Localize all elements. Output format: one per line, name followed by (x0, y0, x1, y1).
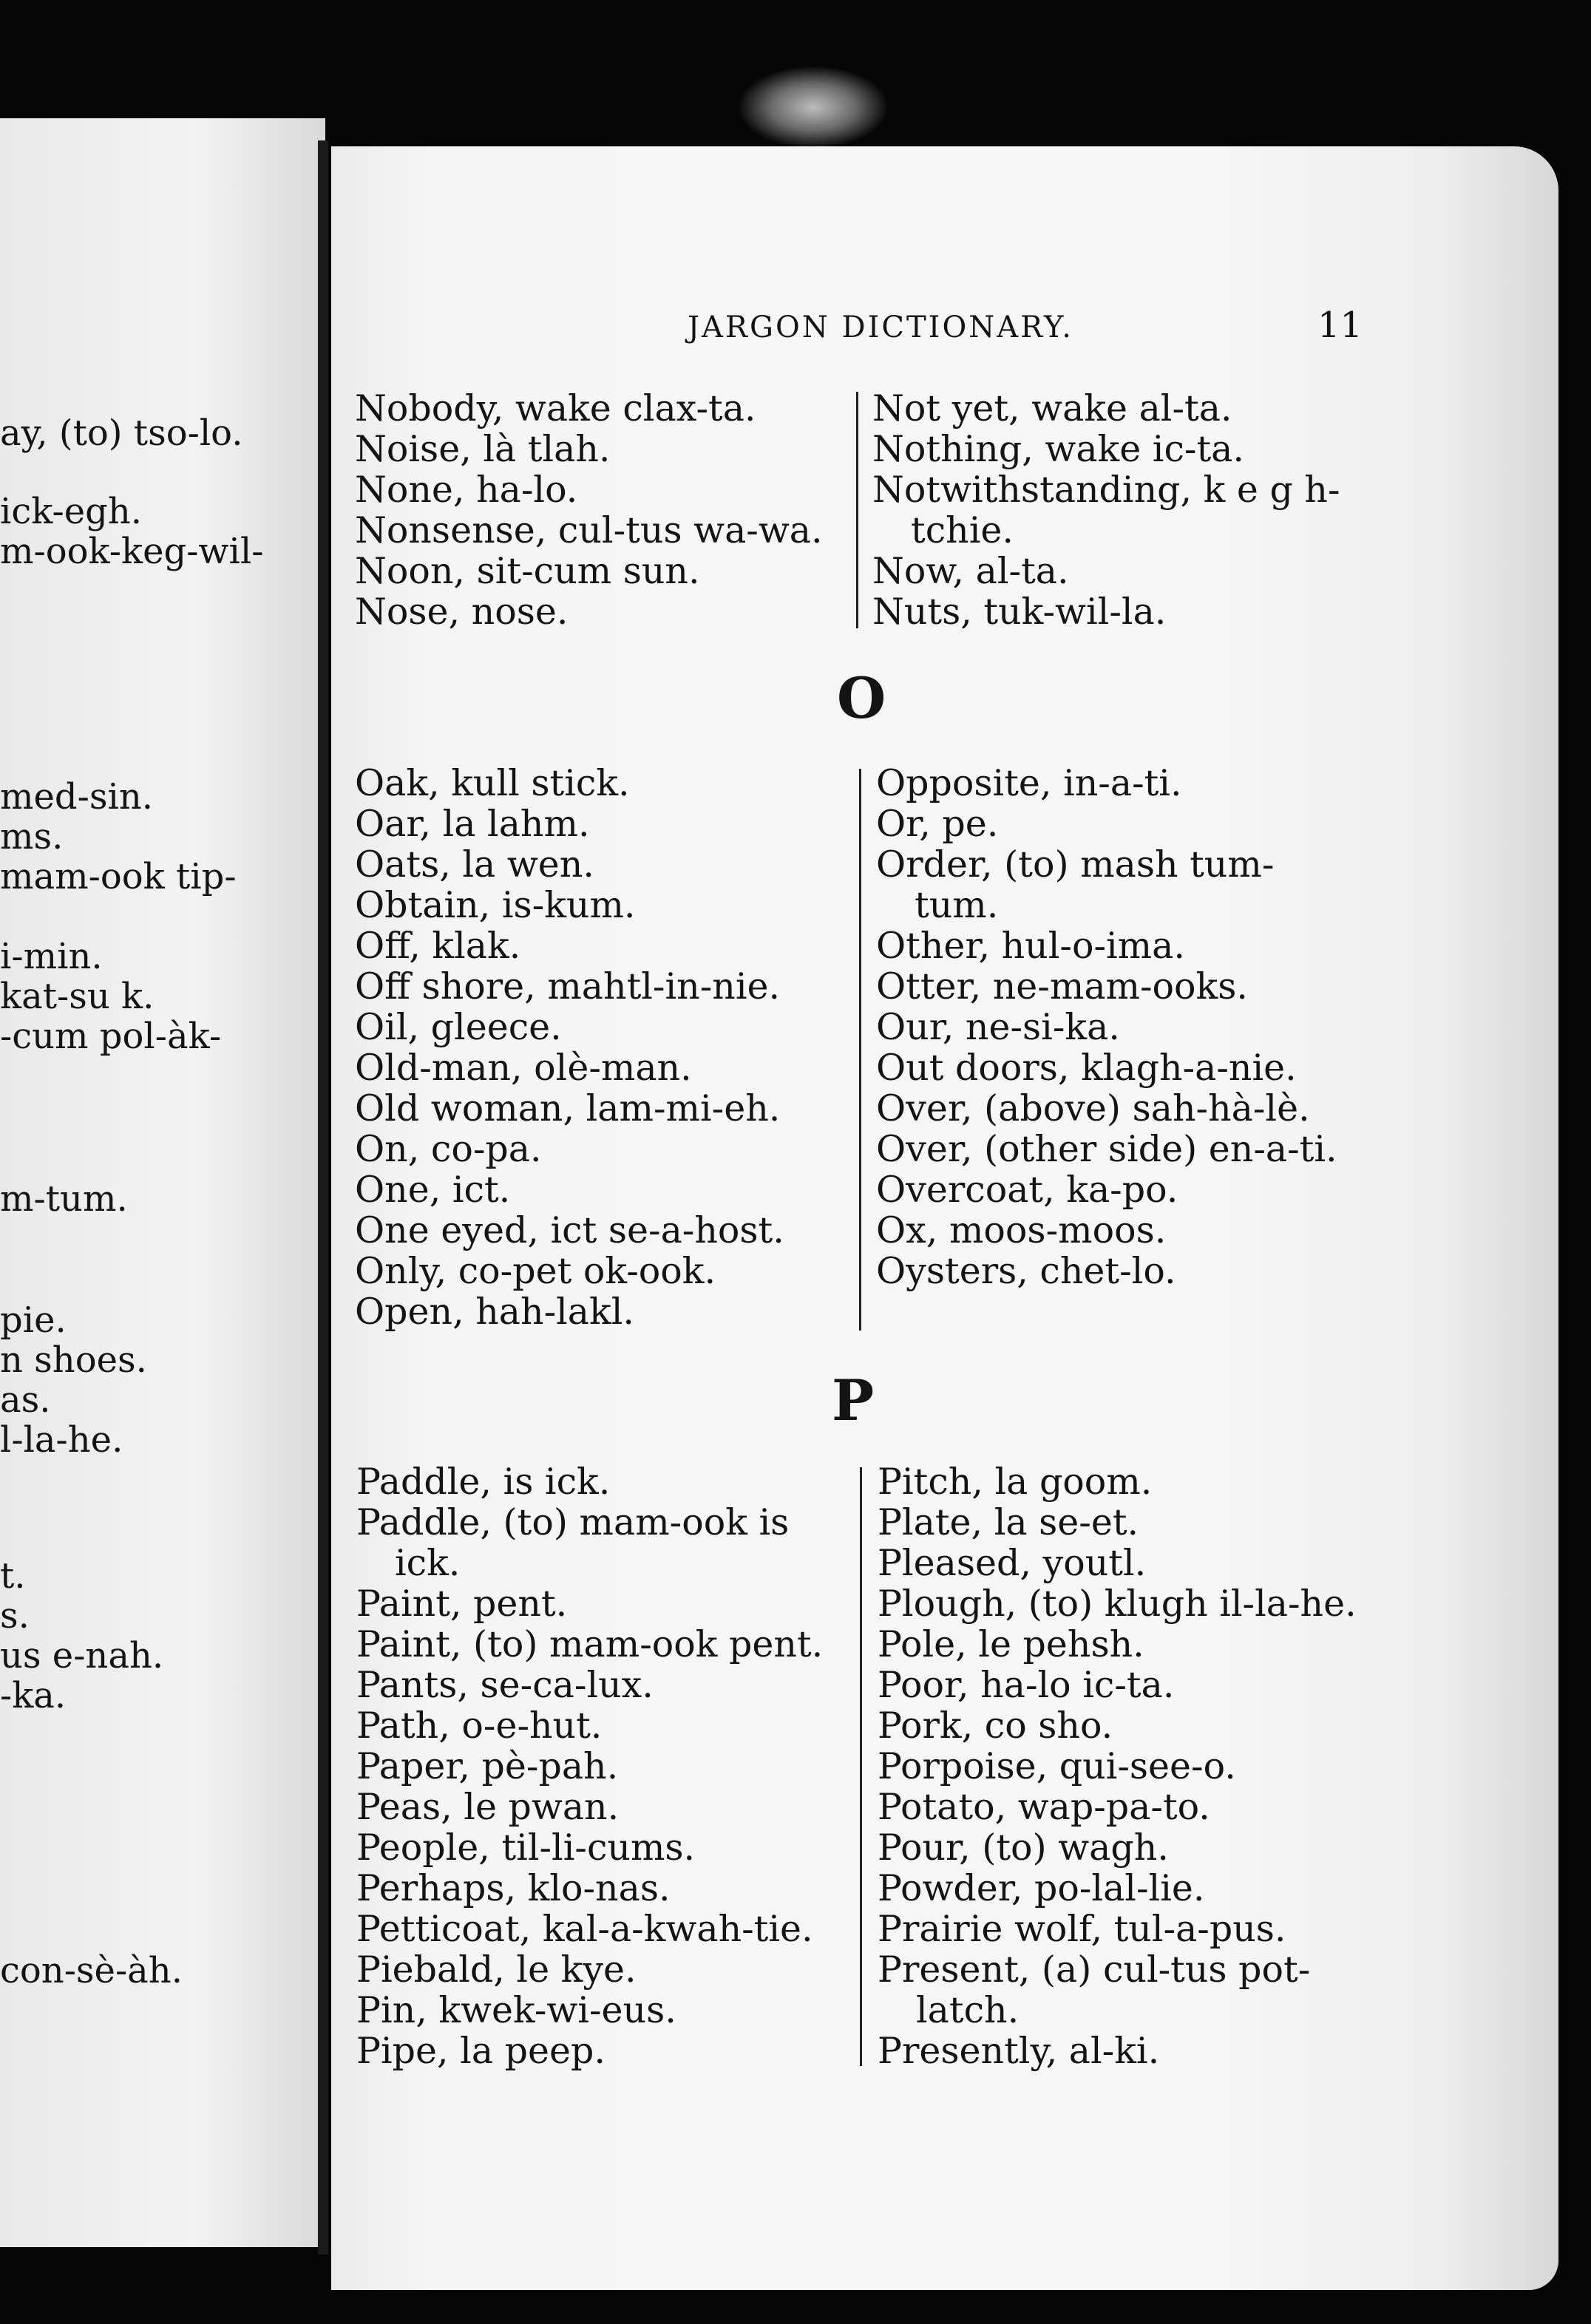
entry: Out doors, klagh-a-nie. (876, 1047, 1297, 1089)
entry: latch. (916, 1989, 1020, 2031)
section-letter-p: P (832, 1367, 875, 1433)
entry: Powder, po-lal-lie. (878, 1867, 1205, 1909)
entry: Or, pe. (876, 803, 999, 845)
left-fragment: -ka. (0, 1675, 67, 1716)
left-fragment: as. (0, 1379, 51, 1421)
n-left-column (355, 388, 835, 632)
left-fragment: t. (0, 1555, 26, 1597)
entry: None, ha-lo. (355, 469, 578, 511)
left-fragment: mam-ook tip- (0, 856, 237, 897)
entry: Over, (other side) en-a-ti. (876, 1128, 1337, 1170)
entry: Oats, la wen. (355, 843, 594, 886)
entry: Obtain, is-kum. (355, 884, 636, 926)
entry: Our, ne-si-ka. (876, 1006, 1120, 1048)
entry: Over, (above) sah-hà-lè. (876, 1087, 1310, 1129)
entry: Oil, gleece. (355, 1006, 562, 1048)
entry: Pin, kwek-wi-eus. (356, 1989, 676, 2031)
entry: Pipe, la peep. (356, 2030, 605, 2072)
entry: Piebald, le kye. (356, 1948, 637, 1991)
entry: Not yet, wake al-ta. (872, 387, 1232, 429)
entry: Paint, pent. (356, 1583, 568, 1625)
entry: Now, al-ta. (872, 550, 1069, 592)
entry: Pitch, la goom. (878, 1461, 1153, 1503)
entry: Notwithstanding, k e g h- (872, 469, 1340, 511)
entry: Overcoat, ka-po. (876, 1169, 1178, 1211)
entry: Nose, nose. (355, 591, 569, 633)
entry: Plate, la se-et. (878, 1501, 1139, 1543)
entry: Oak, kull stick. (355, 762, 630, 804)
entry: Old woman, lam-mi-eh. (355, 1087, 781, 1129)
entry: Nuts, tuk-wil-la. (872, 591, 1167, 633)
left-fragment: us e-nah. (0, 1635, 164, 1676)
entry: Paper, pè-pah. (356, 1745, 619, 1787)
left-fragment: m-tum. (0, 1178, 128, 1220)
entry: Potato, wap-pa-to. (878, 1786, 1210, 1828)
entry: Pole, le pehsh. (878, 1623, 1144, 1665)
entry: Only, co-pet ok-ook. (355, 1250, 716, 1292)
left-fragment: i-min. (0, 936, 103, 977)
entry: Prairie wolf, tul-a-pus. (878, 1908, 1286, 1950)
left-fragment: ay, (to) tso-lo. (0, 412, 243, 454)
entry: Porpoise, qui-see-o. (878, 1745, 1236, 1787)
p-right-column (878, 1461, 1373, 2071)
entry: Plough, (to) klugh il-la-he. (878, 1583, 1357, 1625)
entry: Order, (to) mash tum- (876, 843, 1275, 886)
entry: tchie. (911, 509, 1014, 551)
entry: Off shore, mahtl-in-nie. (355, 965, 781, 1008)
left-fragment: l-la-he. (0, 1419, 123, 1461)
entry: Paddle, (to) mam-ook is (356, 1501, 790, 1543)
entry: Noise, là tlah. (355, 428, 611, 470)
left-fragment: med-sin. (0, 776, 154, 818)
entry: Off, klak. (355, 925, 521, 967)
section-letter-o: O (837, 665, 886, 731)
entry: Pour, (to) wagh. (878, 1827, 1169, 1869)
column-divider (859, 769, 861, 1331)
left-fragment: pie. (0, 1299, 67, 1341)
entry: Pants, se-ca-lux. (356, 1664, 654, 1706)
entry: Old-man, olè-man. (355, 1047, 692, 1089)
p-left-column (356, 1461, 844, 2071)
entry: Pork, co sho. (878, 1705, 1113, 1747)
left-fragment: ick-egh. (0, 491, 142, 532)
entry: Nothing, wake ic-ta. (872, 428, 1244, 470)
entry: Peas, le pwan. (356, 1786, 620, 1828)
entry: Presently, al-ki. (878, 2030, 1160, 2072)
entry: Poor, ha-lo ic-ta. (878, 1664, 1175, 1706)
entry: Opposite, in-a-ti. (876, 762, 1182, 804)
left-fragment: n shoes. (0, 1339, 147, 1381)
entry: People, til-li-cums. (356, 1827, 696, 1869)
entry: Perhaps, klo-nas. (356, 1867, 671, 1909)
entry: Paint, (to) mam-ook pent. (356, 1623, 824, 1665)
entry: Oysters, chet-lo. (876, 1250, 1176, 1292)
left-fragment: s. (0, 1595, 30, 1637)
column-divider (860, 1467, 862, 2066)
n-right-column (872, 388, 1368, 632)
entry: One eyed, ict se-a-host. (355, 1209, 784, 1251)
entry: One, ict. (355, 1169, 511, 1211)
o-left-column (355, 763, 843, 1332)
left-fragment: kat-su k. (0, 976, 155, 1017)
entry: Petticoat, kal-a-kwah-tie. (356, 1908, 813, 1950)
entry: Path, o-e-hut. (356, 1705, 603, 1747)
entry: Paddle, is ick. (356, 1461, 611, 1503)
entry: Otter, ne-mam-ooks. (876, 965, 1248, 1008)
entry: ick. (395, 1542, 461, 1584)
gutter-rule (318, 140, 328, 2255)
column-divider (856, 392, 858, 628)
left-fragment: con-sè-àh. (0, 1950, 183, 1991)
entry: Open, hah-lakl. (355, 1291, 634, 1333)
entry: Pleased, youtl. (878, 1542, 1147, 1584)
entry: Nobody, wake clax-ta. (355, 387, 756, 429)
entry: Present, (a) cul-tus pot- (878, 1948, 1311, 1991)
left-fragment: ms. (0, 816, 64, 857)
entry: On, co-pa. (355, 1128, 542, 1170)
entry: Nonsense, cul-tus wa-wa. (355, 509, 823, 551)
paper-stain (739, 67, 887, 148)
left-fragment: m-ook-keg-wil- (0, 531, 264, 572)
entry: tum. (915, 884, 999, 926)
entry: Other, hul-o-ima. (876, 925, 1185, 967)
left-fragment: -cum pol-àk- (0, 1016, 222, 1057)
running-title: JARGON DICTIONARY. (688, 310, 1073, 344)
page-number: 11 (1317, 305, 1363, 346)
o-right-column (876, 763, 1371, 1291)
entry: Ox, moos-moos. (876, 1209, 1167, 1251)
left-page-edge (0, 118, 325, 2247)
entry: Noon, sit-cum sun. (355, 550, 700, 592)
entry: Oar, la lahm. (355, 803, 590, 845)
